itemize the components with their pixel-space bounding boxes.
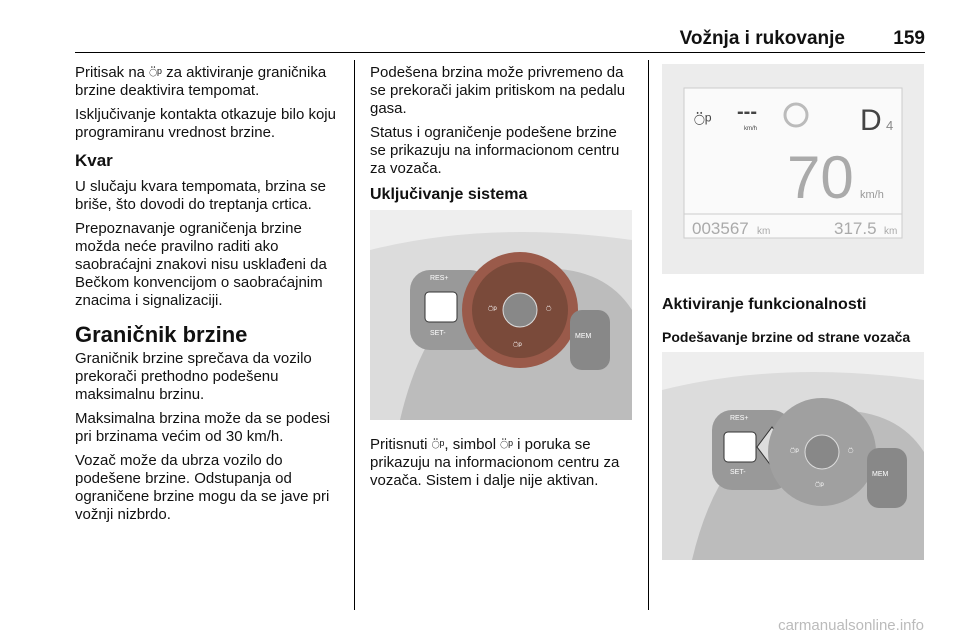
res-label: RES+ xyxy=(430,275,449,282)
heading-activation: Aktiviranje funkcionalnosti xyxy=(662,296,867,313)
mem-label: MEM xyxy=(872,471,889,478)
paragraph-downhill: Vozač može da ubrza vozilo do podešene brzine. Odstupanja od ograničene brzine mogu da se jave pri vožnji nizbrdo. xyxy=(75,452,330,523)
odometer-unit: km xyxy=(757,226,771,237)
svg-text:⍥ᵖ: ⍥ᵖ xyxy=(513,340,522,350)
paragraph-ignition: Isključivanje kontakta otkazuje bilo koju programiranu vrednost brzine. xyxy=(75,106,336,141)
text: za aktiviranje graničnika brzine deaktivira tempomat. xyxy=(75,64,327,99)
svg-text:⍥ᵖ: ⍥ᵖ xyxy=(488,304,497,314)
odometer: 003567 xyxy=(692,219,749,238)
mem-label: MEM xyxy=(575,333,592,340)
gear-number: 4 xyxy=(886,118,894,133)
svg-text:⍥ᵖ: ⍥ᵖ xyxy=(790,446,799,456)
display-dashes: --- xyxy=(737,101,757,123)
set-label: SET- xyxy=(730,469,746,476)
limiter-display-icon: ⍥ᵖ xyxy=(694,110,712,130)
header-rule xyxy=(75,52,925,53)
paragraph-status: Status i ograničenje podešene brzine se prikazuju na informacionom centru za vozača. xyxy=(370,124,620,177)
column-divider-1 xyxy=(354,60,355,610)
display-unit-small: km/h xyxy=(744,126,758,132)
speed-unit: km/h xyxy=(860,189,884,201)
res-label: RES+ xyxy=(730,415,749,422)
footer-watermark: carmanualsonline.info xyxy=(778,617,924,634)
text: i poruka se prikazuju na informacionom centru za vozača. Sistem i dalje nije aktivan. xyxy=(370,436,620,489)
paragraph-recognition: Prepoznavanje ograničenja brzine možda neće pravilno raditi ako saobraćajni znakovi nisu usklađeni da Bečkom konvencijom o saobraćajnim znacima i signalizaciji. xyxy=(75,220,327,309)
svg-text:⍥ᵖ: ⍥ᵖ xyxy=(815,480,824,490)
set-label: SET- xyxy=(430,330,446,337)
trip-meter: 317.5 xyxy=(834,219,877,238)
gear-letter: D xyxy=(860,104,882,137)
header-title: Vožnja i rukovanje xyxy=(679,28,845,49)
svg-text:⍥: ⍥ xyxy=(546,304,552,314)
speed-limiter-icon: ⍥ᵖ xyxy=(500,437,513,452)
svg-text:⍥: ⍥ xyxy=(848,446,854,456)
text: , simbol xyxy=(444,436,497,453)
paragraph-override: Podešena brzina može privremeno da se prekorači jakim pritiskom na pedalu gasa. xyxy=(370,64,626,117)
text: Pritisak na xyxy=(75,64,146,81)
heading-speed-limiter: Graničnik brzine xyxy=(75,322,248,347)
paragraph-max-speed: Maksimalna brzina može da se podesi pri brzinama većim od 30 km/h. xyxy=(75,410,331,445)
column-2 xyxy=(370,64,635,496)
column-3 xyxy=(662,64,927,560)
speed-limiter-icon: ⍥ᵖ xyxy=(149,65,162,80)
trip-unit: km xyxy=(884,226,898,237)
heading-driver-speed-setting: Podešavanje brzine od strane vozača xyxy=(662,329,911,345)
steering-wheel-figure-1 xyxy=(370,210,632,420)
column-divider-2 xyxy=(648,60,649,610)
paragraph-limiter-press xyxy=(75,64,345,100)
text: Pritisnuti xyxy=(370,436,428,453)
driver-info-display xyxy=(662,64,924,274)
steering-wheel-figure-2 xyxy=(662,352,924,560)
heading-system-on: Uključivanje sistema xyxy=(370,186,528,203)
paragraph-press-limiter xyxy=(370,436,635,490)
page-number: 159 xyxy=(893,28,925,49)
paragraph-failure: U slučaju kvara tempomata, brzina se briše, što dovodi do treptanja crtica. xyxy=(75,178,326,213)
paragraph-limiter-desc: Graničnik brzine sprečava da vozilo prekorači prethodno podešenu maksimalnu brzinu. xyxy=(75,350,312,403)
current-speed: 70 xyxy=(787,144,854,211)
page-header xyxy=(75,28,925,50)
speed-limiter-icon: ⍥ᵖ xyxy=(431,437,445,452)
heading-kvar: Kvar xyxy=(75,151,113,170)
column-1 xyxy=(75,64,345,530)
